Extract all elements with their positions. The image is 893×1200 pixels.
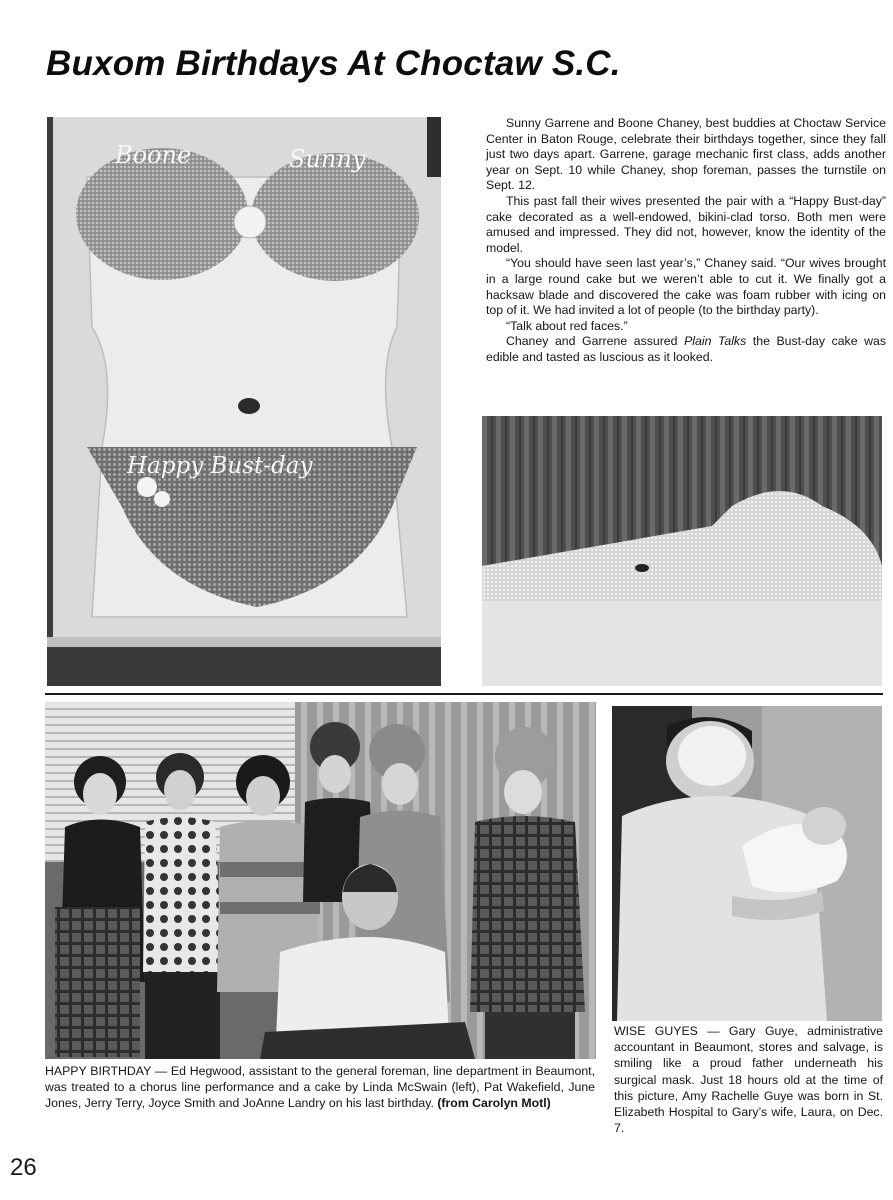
cake-illustration bbox=[47, 117, 441, 686]
article-paragraph: “Talk about red faces.” bbox=[506, 318, 628, 333]
father-with-baby-photo bbox=[612, 706, 882, 1021]
article-body bbox=[486, 116, 886, 366]
group-illustration bbox=[45, 702, 596, 1059]
article-paragraph bbox=[486, 334, 886, 365]
cake-photo bbox=[47, 117, 441, 686]
cake-side-photo bbox=[482, 416, 882, 686]
group-photo bbox=[45, 702, 596, 1059]
article-text: the Bust-day cake was edible and tasted as luscious as it looked. bbox=[486, 334, 886, 364]
baby-photo-caption: WISE GUYES — Gary Guye, administrative accountant in Beaumont, stores and salvage, is smiling like a proud father underneath his surgical mask. Just 18 hours old at the time of this picture, Amy Rachelle Guye was born in St. Elizabeth Hospital to Gary’s wife, Laura, on Dec. 7. bbox=[614, 1024, 883, 1136]
father-illustration bbox=[612, 706, 882, 1021]
article-text: Chaney and Garrene assured bbox=[506, 334, 685, 349]
cake-name-right: Sunny bbox=[289, 145, 366, 173]
cake-message: Happy Bust-day bbox=[127, 453, 313, 479]
page-title: Buxom Birthdays At Choctaw S.C. bbox=[46, 44, 621, 83]
article-paragraph: Sunny Garrene and Boone Chaney, best buddies at Choctaw Service Center in Baton Rouge, celebrate their birthdays together, since they fall just two days apart. Garrene, garage mechanic first class, adds another year on Sept. 10 while Chaney, shop foreman, passes the turnstile on Sept. 12. bbox=[486, 116, 886, 193]
group-photo-caption bbox=[45, 1063, 595, 1112]
photo-credit: (from Carolyn Motl) bbox=[437, 1096, 551, 1111]
page-number: 26 bbox=[10, 1154, 37, 1181]
article-paragraph: This past fall their wives presented the pair with a “Happy Bust-day” cake decorated as a well-endowed, bikini-clad torso. Both men were amused and impressed. They did not, however, know the identity of the model. bbox=[486, 193, 886, 255]
cake-name-left: Boone bbox=[115, 141, 192, 169]
cake-side-illustration bbox=[482, 416, 882, 686]
article-paragraph: “You should have seen last year’s,” Chaney said. “Our wives brought in a large round cake but we weren’t able to cut it. We finally got a hacksaw blade and discovered the cake was foam rubber with icing on top of it. We had invited a lot of people (to the birthday party). bbox=[486, 256, 886, 318]
caption-text: HAPPY BIRTHDAY — Ed Hegwood, assistant to the general foreman, line department in Beaumont, was treated to a chorus line performance and a cake by Linda McSwain (left), Pat Wakefield, June Jones, Jerry Terry, Joyce Smith and JoAnne Landry on his last birthday. bbox=[45, 1064, 595, 1111]
publication-name: Plain Talks bbox=[684, 334, 747, 349]
section-divider bbox=[45, 693, 883, 695]
